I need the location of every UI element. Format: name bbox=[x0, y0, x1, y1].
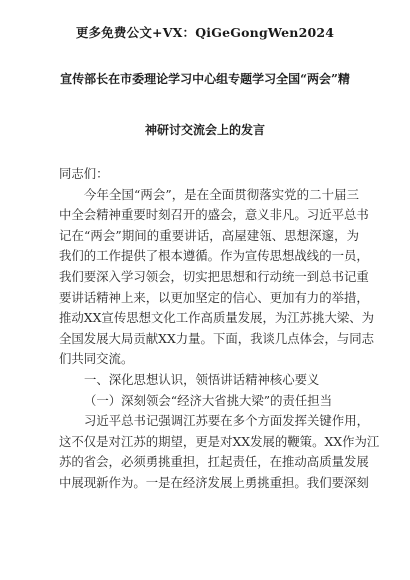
body-line: 今年全国“两会”，是在全面贯彻落实党的二十届三 bbox=[84, 186, 359, 202]
body-line: 我们的工作提供了根本遵循。作为宣传思想战线的一员， bbox=[59, 248, 369, 264]
body-line: 中全会精神重要时刻召开的盛会，意义非凡。习近平总书 bbox=[59, 207, 369, 223]
body-line: 习近平总书记强调江苏要在多个方面发挥关键作用， bbox=[84, 413, 369, 429]
document-title-line-1: 宣传部长在市委理论学习中心组专题学习全国“两会”精 bbox=[60, 72, 350, 86]
subsection-heading: （一）深刻领会“经济大省挑大梁”的责任担当 bbox=[84, 392, 333, 408]
section-heading: 一、深化思想认识，领悟讲话精神核心要义 bbox=[84, 371, 320, 387]
body-line: 推动XX宣传思想文化工作高质量发展，为江苏挑大梁、为 bbox=[59, 310, 375, 326]
body-line: 中展现新作为。一是在经济发展上勇挑重担。我们要深刻 bbox=[59, 474, 369, 490]
document-title-line-2: 神研讨交流会上的发言 bbox=[144, 123, 265, 137]
body-line: 我们要深入学习领会，切实把思想和行动统一到总书记重 bbox=[59, 268, 369, 284]
document-body bbox=[59, 164, 380, 494]
body-line: 记在“两会”期间的重要讲话，高屋建瓴、思想深邃，为 bbox=[59, 227, 359, 243]
body-line: 们共同交流。 bbox=[59, 351, 134, 367]
body-line: 全国发展大局贡献XX力量。下面，我谈几点体会，与同志 bbox=[59, 330, 375, 346]
greeting: 同志们： bbox=[59, 166, 109, 181]
body-line: 苏的省会，必须勇挑重担，扛起责任，在推动高质量发展 bbox=[59, 454, 369, 470]
body-line: 要讲话精神上来，以更加坚定的信心、更加有力的举措， bbox=[59, 289, 369, 305]
body-line: 这不仅是对江苏的期望，更是对XX发展的鞭策。XX作为江 bbox=[59, 433, 380, 449]
promo-header: 更多免费公文+VX：QiGeGongWen2024 bbox=[75, 25, 335, 40]
